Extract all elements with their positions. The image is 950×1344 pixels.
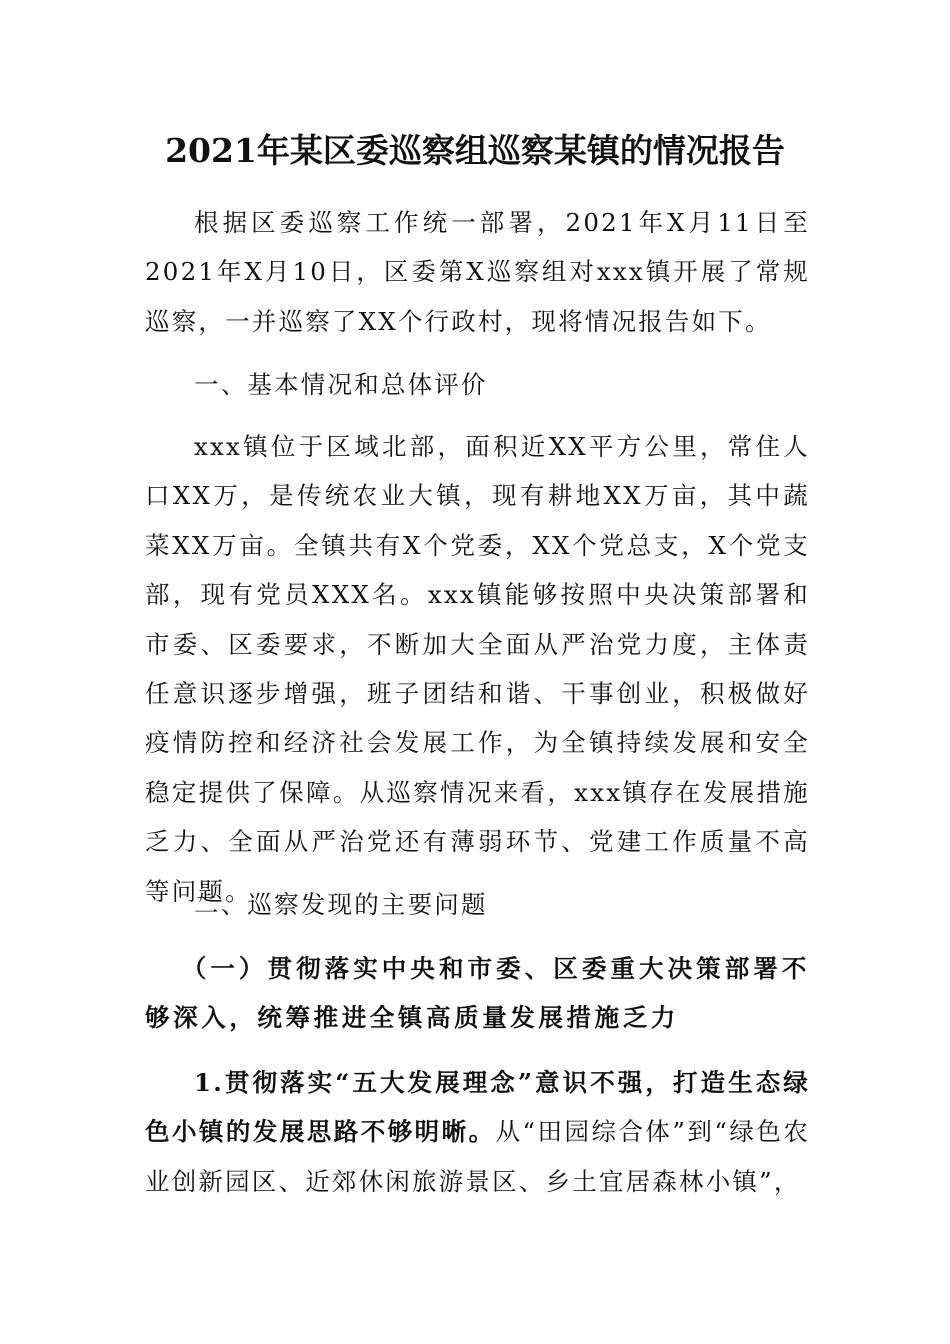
section-heading-basic-situation: 一、基本情况和总体评价 [194,370,488,399]
section-heading-main-problems: 二、巡察发现的主要问题 [194,890,488,919]
subsection-heading-1: （一）贯彻落实中央和市委、区委重大决策部署不够深入，统筹推进全镇高质量发展措施乏力 [145,954,810,1033]
item-1-lead: 1.贯彻落实“五大发展理念”意识不强，打造生态绿色小镇的发展思路不够明晰。 [145,1068,810,1147]
intro-paragraph: 根据区委巡察工作统一部署，2021年X月11日至2021年X月10日，区委第X巡察组对xxx镇开展了常规巡察，一并巡察了XX个行政村，现将情况报告如下。 [145,208,810,336]
item-1-paragraph [145,1058,810,1206]
basic-situation-paragraph: xxx镇位于区域北部，面积近XX平方公里，常住人口XX万，是传统农业大镇，现有耕地XX万亩，其中蔬菜XX万亩。全镇共有X个党委，XX个党总支，X个党支部，现有党员XXX名。xxx镇能够按照中央决策部署和市委、区委要求，不断加大全面从严治党力度，主体责任意识逐步增强，班子团结和谐、干事创业，积极做好疫情防控和经济社会发展工作，为全镇持续发展和安全稳定提供了保障。从巡察情况来看，xxx镇存在发展措施乏力、全面从严治党还有薄弱环节、党建工作质量不高等问题。 [145,432,810,906]
item-1-text: 从“田园综合体”到“绿色农业创新园区、近郊休闲旅游景区、乡土宜居森林小镇”， [145,1117,810,1196]
document-title: 2021年某区委巡察组巡察某镇的情况报告 [165,131,785,170]
